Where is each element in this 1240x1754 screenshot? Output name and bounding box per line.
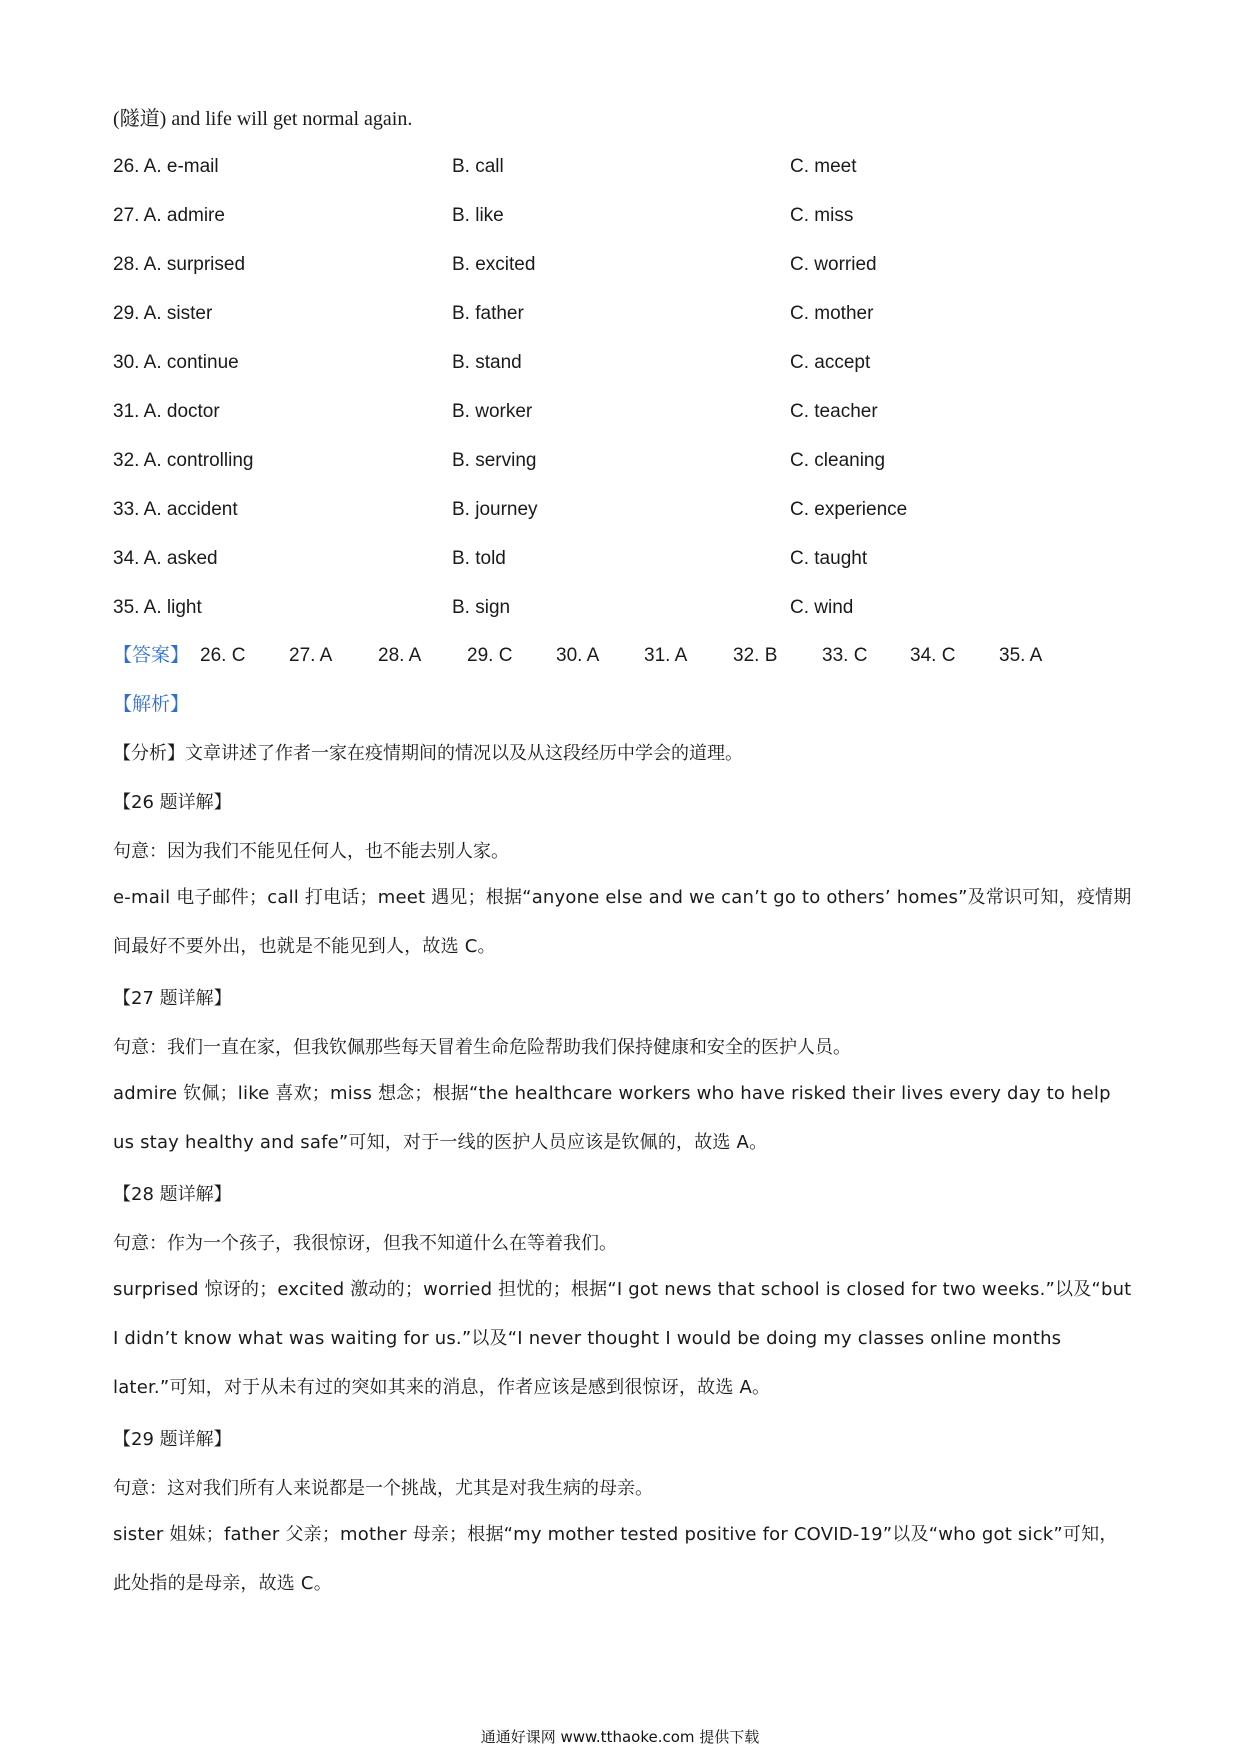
answer-item: 29. C bbox=[467, 645, 513, 666]
answer-item: 27. A bbox=[289, 645, 333, 666]
option-a: 30. A. continue bbox=[113, 352, 239, 373]
q29-heading: 【29 题详解】 bbox=[113, 1429, 232, 1450]
answer-item: 34. C bbox=[910, 645, 956, 666]
option-row bbox=[113, 153, 1113, 202]
q27-meaning: 句意：我们一直在家，但我钦佩那些每天冒着生命危险帮助我们保持健康和安全的医护人员。 bbox=[113, 1037, 851, 1058]
q27-heading: 【27 题详解】 bbox=[113, 988, 232, 1009]
answer-item: 30. A bbox=[556, 645, 600, 666]
option-a: 26. A. e-mail bbox=[113, 156, 219, 177]
option-row bbox=[113, 251, 1113, 300]
option-row bbox=[113, 545, 1113, 594]
option-b: B. told bbox=[452, 548, 506, 569]
q26-meaning: 句意：因为我们不能见任何人，也不能去别人家。 bbox=[113, 841, 509, 862]
option-c: C. taught bbox=[790, 548, 868, 569]
q29-explanation: sister 姐妹；father 父亲；mother 母亲；根据“my mother tested positive for COVID-19”以及“who got sick”可知，此处指的是母亲，故选 C。 bbox=[113, 1524, 1118, 1594]
option-c: C. cleaning bbox=[790, 450, 886, 471]
answer-item: 35. A bbox=[999, 645, 1043, 666]
options-list bbox=[113, 153, 1113, 643]
q26-heading: 【26 题详解】 bbox=[113, 792, 232, 813]
option-a: 27. A. admire bbox=[113, 205, 225, 226]
footer-source: 通通好课网 www.tthaoke.com 提供下载 bbox=[480, 1728, 760, 1746]
answer-label: 【答案】 bbox=[113, 645, 190, 666]
answer-item: 31. A bbox=[644, 645, 688, 666]
option-c: C. miss bbox=[790, 205, 854, 226]
passage-ending: (隧道) and life will get normal again. bbox=[113, 108, 413, 130]
option-c: C. teacher bbox=[790, 401, 878, 422]
option-b: B. stand bbox=[452, 352, 522, 373]
option-row bbox=[113, 202, 1113, 251]
option-c: C. worried bbox=[790, 254, 877, 275]
option-c: C. accept bbox=[790, 352, 871, 373]
q29-meaning: 句意：这对我们所有人来说都是一个挑战，尤其是对我生病的母亲。 bbox=[113, 1478, 653, 1499]
option-a: 28. A. surprised bbox=[113, 254, 246, 275]
option-b: B. like bbox=[452, 205, 504, 226]
answer-item: 28. A bbox=[378, 645, 422, 666]
option-row bbox=[113, 349, 1113, 398]
q28-meaning: 句意：作为一个孩子，我很惊讶，但我不知道什么在等着我们。 bbox=[113, 1233, 617, 1254]
option-c: C. meet bbox=[790, 156, 857, 177]
option-c: C. wind bbox=[790, 597, 854, 618]
q27-explanation: admire 钦佩；like 喜欢；miss 想念；根据“the healthcare workers who have risked their lives every day to help us stay healthy and safe”可知，对于一线的医护人员应该是钦佩的，故选 A。 bbox=[113, 1083, 1111, 1153]
option-a: 35. A. light bbox=[113, 597, 202, 618]
option-a: 34. A. asked bbox=[113, 548, 218, 569]
q28-explanation: surprised 惊讶的；excited 激动的；worried 担忧的；根据“I got news that school is closed for two weeks.”以及“but I didn’t know what was waiting for us.”以及“I never thought I would be doing my classes online months later.”可知，对于从未有过的突如其来的消息，作者应该是感到很惊讶，故选 A。 bbox=[113, 1279, 1132, 1398]
option-b: B. serving bbox=[452, 450, 537, 471]
answer-item: 32. B bbox=[733, 645, 778, 666]
option-row bbox=[113, 496, 1113, 545]
option-a: 29. A. sister bbox=[113, 303, 213, 324]
analysis-summary: 【分析】文章讲述了作者一家在疫情期间的情况以及从这段经历中学会的道理。 bbox=[113, 743, 743, 764]
option-b: B. worker bbox=[452, 401, 533, 422]
answer-item: 26. C bbox=[200, 645, 246, 666]
option-a: 32. A. controlling bbox=[113, 450, 254, 471]
option-c: C. mother bbox=[790, 303, 874, 324]
option-b: B. sign bbox=[452, 597, 511, 618]
q26-explanation: e-mail 电子邮件；call 打电话；meet 遇见；根据“anyone else and we can’t go to others’ homes”及常识可知，疫情期间最好不要外出，也就是不能见到人，故选 C。 bbox=[113, 887, 1132, 957]
option-c: C. experience bbox=[790, 499, 908, 520]
option-b: B. father bbox=[452, 303, 524, 324]
option-b: B. journey bbox=[452, 499, 538, 520]
option-row bbox=[113, 300, 1113, 349]
option-row bbox=[113, 398, 1113, 447]
answer-item: 33. C bbox=[822, 645, 868, 666]
option-b: B. excited bbox=[452, 254, 536, 275]
q28-heading: 【28 题详解】 bbox=[113, 1184, 232, 1205]
analysis-label: 【解析】 bbox=[113, 694, 190, 715]
option-a: 33. A. accident bbox=[113, 499, 238, 520]
answer-key bbox=[113, 642, 1113, 670]
option-row bbox=[113, 447, 1113, 496]
option-row bbox=[113, 594, 1113, 643]
option-b: B. call bbox=[452, 156, 504, 177]
option-a: 31. A. doctor bbox=[113, 401, 220, 422]
